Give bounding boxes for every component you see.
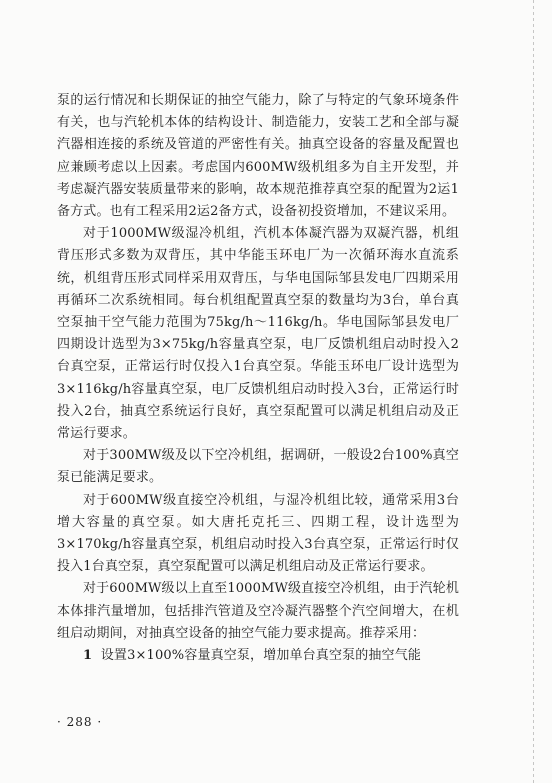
paragraph-continued: 泵的运行情况和长期保证的抽空气能力，除了与特定的气象环境条件有关，也与汽轮机本体的结构设计、制造能力，安装工艺和全部与凝汽器相连接的系统及管道的严密性有关。抽真空设备的容量及配置也应兼顾考虑以上因素。考虑国内600MW级机组多为自主开发型，并考虑凝汽器安装质量带来的影响，故本规范推荐真空泵的配置为2运1备方式。也有工程采用2运2备方式，设备初投资增加，不建议采用。 bbox=[57, 93, 459, 220]
paragraph-above-600mw: 对于600MW级以上直至1000MW级直接空冷机组，由于汽轮机本体排汽量增加，包括排汽管道及空冷凝汽器整个汽空间增大，在机组启动期间，对抽真空设备的抽空气能力要求提高。推荐采用： bbox=[57, 581, 459, 641]
paragraph-600mw-direct-air-cooling: 对于600MW级直接空冷机组，与湿冷机组比较，通常采用3台增大容量的真空泵。如大唐托克托三、四期工程，设计选型为3×170kg/h容量真空泵，机组启动时投入3台真空泵，正常运行时仅投入1台真空泵，真空泵配置可以满足机组启动及正常运行要求。 bbox=[57, 492, 459, 575]
body-text bbox=[57, 90, 459, 667]
paragraph-1000mw-wet-cooling: 对于1000MW级湿冷机组，汽机本体凝汽器为双凝汽器，机组背压形式多数为双背压，其中华能玉环电厂为一次循环海水直流系统，机组背压形式同样采用双背压，与华电国际邹县发电厂四期采用再循环二次系统相同。每台机组配置真空泵的数量均为3台，单台真空泵抽干空气能力范围为75kg/h～116kg/h。华电国际邹县发电厂四期设计选型为3×75kg/h容量真空泵，电厂反馈机组启动时投入2台真空泵，正常运行时仅投入1台真空泵。华能玉环电厂设计选型为3×116kg/h容量真空泵，电厂反馈机组启动时投入3台，正常运行时投入2台，抽真空系统运行良好，真空泵配置可以满足机组启动及正常运行要求。 bbox=[57, 226, 459, 442]
paragraph-300mw-air-cooling: 对于300MW级及以下空冷机组，据调研，一般设2台100%真空泵已能满足要求。 bbox=[57, 448, 459, 486]
page-edge-line bbox=[533, 0, 534, 783]
page-number: · 288 · bbox=[57, 715, 103, 729]
numbered-item-1 bbox=[57, 645, 459, 667]
item-text: 设置3×100%容量真空泵，增加单台真空泵的抽空气能 bbox=[100, 648, 422, 664]
item-number: 1 bbox=[83, 648, 93, 664]
